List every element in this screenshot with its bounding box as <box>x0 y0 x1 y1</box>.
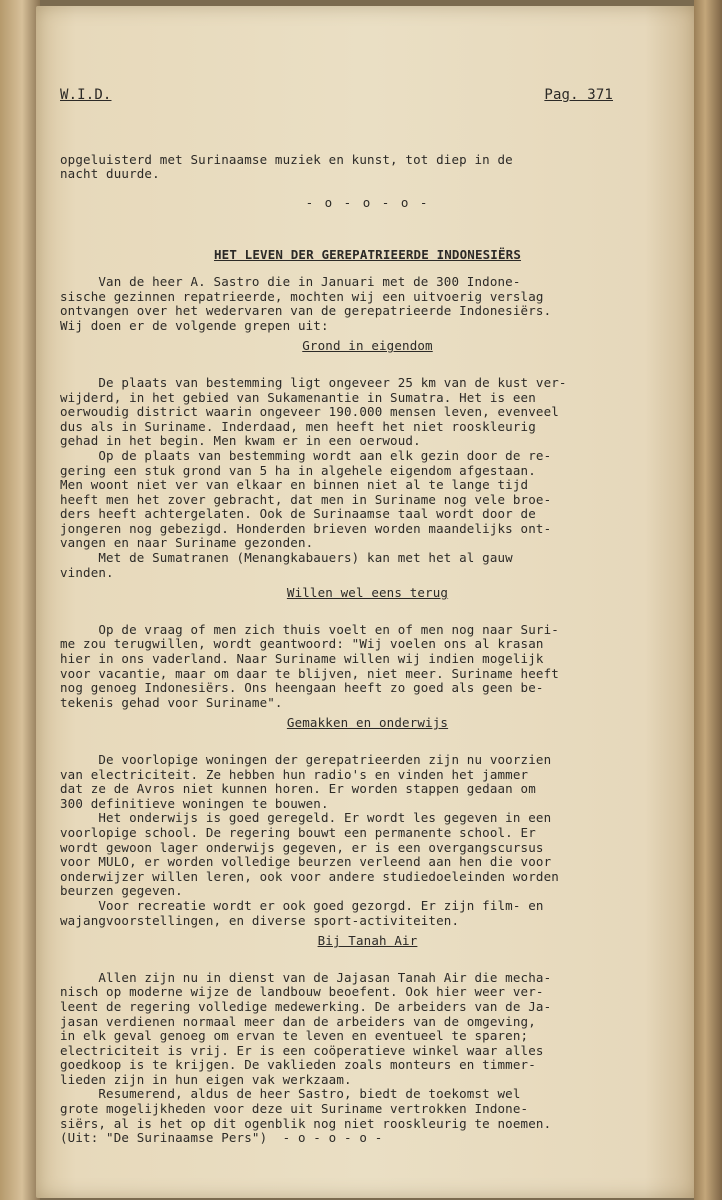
section-body <box>60 753 675 928</box>
text-line: 300 definitieve woningen te bouwen. <box>60 795 329 811</box>
left-page-edge <box>0 0 40 1200</box>
text-line: wijderd, in het gebied van Sukamenantie in Sumatra. Het is een <box>60 389 536 405</box>
text-line: voorlopige school. De regering bouwt een permanente school. Er <box>60 824 536 840</box>
text-line: sische gezinnen repatrieerde, mochten wij een uitvoerig verslag <box>60 288 544 304</box>
text-line: wordt gewoon lager onderwijs gegeven, er is een overgangscursus <box>60 839 544 855</box>
text-line: voor vacantie, maar om daar te blijven, niet meer. Suriname heeft <box>60 665 559 681</box>
text-line: nisch op moderne wijze de landbouw beoefent. Ook hier weer ver- <box>60 984 544 1000</box>
article-title: HET LEVEN DER GEREPATRIEERDE INDONESIËRS <box>213 247 522 263</box>
text-line: ontvangen over het wedervaren van de gerepatrieerde Indonesiërs. <box>60 303 552 319</box>
text-line: heeft men het zover gebracht, dat men in Suriname nog vele broe- <box>60 491 552 507</box>
text-line: vangen en naar Suriname gezonden. <box>60 535 314 551</box>
text-line: Van de heer A. Sastro die in Januari met de 300 Indone- <box>60 273 521 289</box>
text-line: in elk geval genoeg om ervan te leven en eventueel te sparen; <box>60 1028 529 1044</box>
text-line: tekenis gehad voor Suriname". <box>60 694 283 710</box>
section-heading: Willen wel eens terug <box>286 585 449 601</box>
text-line: lieden zijn in hun eigen vak werkzaam. <box>60 1071 352 1087</box>
text-line: wajangvoorstellingen, en diverse sport-activiteiten. <box>60 912 460 928</box>
section-body <box>60 971 675 1146</box>
text-line: onderwijzer willen leren, ook voor andere studiedoeleinden worden <box>60 868 559 884</box>
text-line: De voorlopige woningen der gerepatrieerden zijn nu voorzien <box>60 752 552 767</box>
text-line: van electriciteit. Ze hebben hun radio's en vinden het jammer <box>60 766 529 782</box>
separator: - o - o - o - <box>305 194 430 210</box>
text-line: Wij doen er de volgende grepen uit: <box>60 317 329 333</box>
section-heading: Grond in eigendom <box>302 338 433 354</box>
article-intro <box>60 275 675 333</box>
section-heading: Bij Tanah Air <box>317 933 418 949</box>
text-line: ders heeft achtergelaten. Ook de Surinaamse taal wordt door de <box>60 506 536 522</box>
text-line: nog genoeg Indonesiërs. Ons heengaan heeft zo goed als geen be- <box>60 680 544 696</box>
text-line: gering een stuk grond van 5 ha in algehele eigendom afgestaan. <box>60 462 536 478</box>
text-line: gehad in het begin. Men kwam er in een oerwoud. <box>60 433 421 449</box>
intro-paragraph <box>60 153 675 182</box>
text-line: beurzen gegeven. <box>60 883 183 899</box>
running-header <box>60 88 675 103</box>
text-line: De plaats van bestemming ligt ongeveer 25 km van de kust ver- <box>60 374 567 390</box>
typed-text-block <box>60 88 675 1146</box>
text-line: opgeluisterd met Surinaamse muziek en kunst, tot diep in de <box>60 151 513 167</box>
text-line: siërs, al is het op dit ogenblik nog niet rooskleurig te noemen. <box>60 1115 552 1131</box>
text-line: jongeren nog gebezigd. Honderden brieven worden maandelijks ont- <box>60 520 552 536</box>
text-line: Het onderwijs is goed geregeld. Er wordt les gegeven in een <box>60 810 552 826</box>
text-line: dus als in Suriname. Inderdaad, men heeft het niet rooskleurig <box>60 418 536 434</box>
text-line: Met de Sumatranen (Menangkabauers) kan met het al gauw <box>60 550 513 566</box>
text-line: (Uit: "De Surinaamse Pers") - o - o - o - <box>60 1130 383 1146</box>
page-number: Pag. 371 <box>544 87 613 103</box>
text-line: Men woont niet ver van elkaar en binnen niet al te lange tijd <box>60 477 529 493</box>
text-line: Op de plaats van bestemming wordt aan elk gezin door de re- <box>60 447 552 463</box>
text-line: nacht duurde. <box>60 166 160 182</box>
section-body <box>60 376 675 580</box>
right-page-edge <box>694 0 722 1200</box>
text-line: electriciteit is vrij. Er is een coöperatieve winkel waar alles <box>60 1042 544 1058</box>
section-heading: Gemakken en onderwijs <box>286 715 449 731</box>
text-line: leent de regering volledige medewerking. De arbeiders van de Ja- <box>60 998 552 1014</box>
text-line: Voor recreatie wordt er ook goed gezorgd. Er zijn film- en <box>60 897 544 913</box>
text-line: vinden. <box>60 564 114 580</box>
text-line: Resumerend, aldus de heer Sastro, biedt de toekomst wel <box>60 1086 521 1102</box>
text-line: Allen zijn nu in dienst van de Jajasan Tanah Air die mecha- <box>60 969 552 985</box>
text-line: voor MULO, er worden volledige beurzen verleend aan hen die voor <box>60 854 552 870</box>
text-line: hier in ons vaderland. Naar Suriname willen wij indien mogelijk <box>60 651 544 667</box>
header-left: W.I.D. <box>60 87 112 103</box>
text-line: me zou terugwillen, wordt geantwoord: "Wij voelen ons al krasan <box>60 636 544 652</box>
text-line: jasan verdienen normaal meer dan de arbeiders van de omgeving, <box>60 1013 536 1029</box>
text-line: Op de vraag of men zich thuis voelt en of men nog naar Suri- <box>60 621 559 637</box>
text-line: grote mogelijkheden voor deze uit Suriname vertrokken Indone- <box>60 1101 529 1117</box>
text-line: dat ze de Avros niet kunnen horen. Er worden stappen gedaan om <box>60 781 536 797</box>
text-line: oerwoudig district waarin ongeveer 190.000 mensen leven, evenveel <box>60 404 559 420</box>
text-line: goedkoop is te krijgen. De vaklieden zoals monteurs en timmer- <box>60 1057 536 1073</box>
section-body <box>60 623 675 711</box>
